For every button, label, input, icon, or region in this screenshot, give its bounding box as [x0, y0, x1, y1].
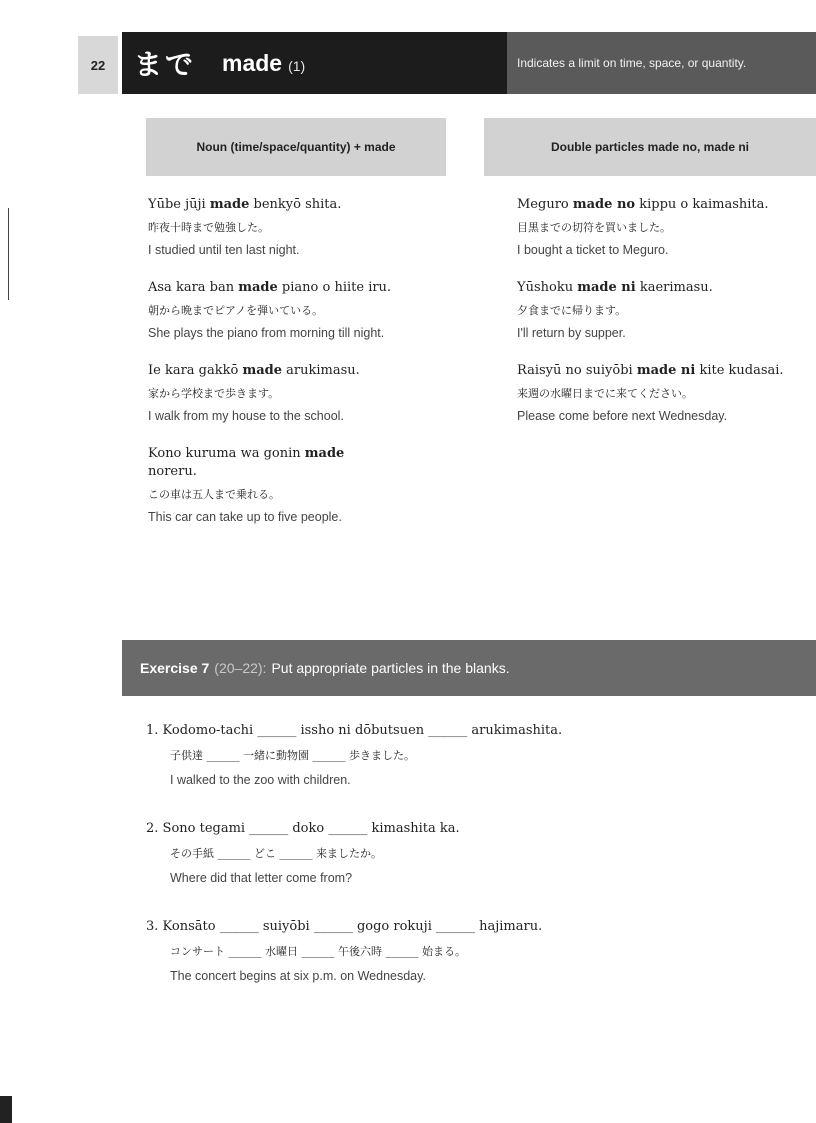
example-english: This car can take up to five people.: [148, 510, 342, 524]
right-section-heading: Double particles made no, made ni: [484, 118, 816, 176]
example-japanese: 家から学校まで歩きます。: [148, 387, 280, 400]
example-japanese: 夕食までに帰ります。: [517, 304, 627, 317]
page-number: 22: [78, 36, 118, 94]
left-section-heading: Noun (time/space/quantity) + made: [146, 118, 446, 176]
example-item: [148, 196, 448, 259]
title-romaji: made: [222, 49, 283, 76]
example-romaji: Yūbe jūji made benkyō shita.: [148, 197, 342, 212]
example-item: [148, 362, 448, 425]
example-romaji: Kono kuruma wa gonin made noreru.: [148, 446, 345, 479]
example-romaji: Asa kara ban made piano o hiite iru.: [148, 280, 392, 295]
example-english: I studied until ten last night.: [148, 243, 300, 257]
example-japanese: 昨夜十時まで勉強した。: [148, 221, 269, 234]
title-japanese: まで: [134, 48, 197, 81]
example-item: [517, 362, 813, 425]
exercise-question: [146, 918, 786, 985]
exercise-instruction: Put appropriate particles in the blanks.: [271, 660, 510, 676]
question-romaji: 3. Konsāto ______ suiyōbi ______ gogo rokuji ______ hajimaru.: [146, 919, 543, 934]
exercise-question: [146, 820, 786, 887]
example-english: She plays the piano from morning till night.: [148, 326, 385, 340]
example-english: I walk from my house to the school.: [148, 409, 344, 423]
exercise-header: [122, 640, 816, 696]
title-bar: [122, 32, 507, 94]
example-item: [148, 445, 448, 526]
example-japanese: 目黒までの切符を買いました。: [517, 221, 671, 234]
exercise-range: (20–22):: [214, 660, 267, 676]
question-english: The concert begins at six p.m. on Wednesday.: [170, 969, 426, 983]
left-column: [148, 196, 448, 546]
exercise-question: [146, 722, 786, 789]
example-romaji: Yūshoku made ni kaerimasu.: [517, 280, 713, 295]
question-english: I walked to the zoo with children.: [170, 773, 351, 787]
description-bar: Indicates a limit on time, space, or quantity.: [507, 32, 816, 94]
example-item: [148, 279, 448, 342]
corner-mark: [0, 1096, 12, 1123]
question-japanese: 子供達 ______ 一緒に動物園 ______ 歩きました。: [170, 749, 415, 762]
example-english: I bought a ticket to Meguro.: [517, 243, 669, 257]
question-romaji: 1. Kodomo-tachi ______ issho ni dōbutsuen ______ arukimashita.: [146, 723, 563, 738]
example-english: I'll return by supper.: [517, 326, 626, 340]
example-japanese: 朝から晩までピアノを弾いている。: [148, 304, 324, 317]
title-number: (1): [288, 58, 306, 74]
example-item: [517, 279, 813, 342]
question-japanese: その手紙 ______ どこ ______ 来ましたか。: [170, 847, 382, 860]
margin-line: [8, 208, 9, 300]
example-item: [517, 196, 813, 259]
example-japanese: この車は五人まで乗れる。: [148, 488, 280, 501]
question-japanese: コンサート ______ 水曜日 ______ 午後六時 ______ 始まる。: [170, 945, 466, 958]
exercise-title: Exercise 7: [140, 660, 210, 676]
example-japanese: 来週の水曜日までに来てください。: [517, 387, 693, 400]
example-english: Please come before next Wednesday.: [517, 409, 728, 423]
question-romaji: 2. Sono tegami ______ doko ______ kimashita ka.: [146, 821, 460, 836]
example-romaji: Meguro made no kippu o kaimashita.: [517, 197, 769, 212]
example-romaji: Raisyū no suiyōbi made ni kite kudasai.: [517, 363, 784, 378]
question-english: Where did that letter come from?: [170, 871, 353, 885]
example-romaji: Ie kara gakkō made arukimasu.: [148, 363, 360, 378]
right-column: [517, 196, 813, 445]
